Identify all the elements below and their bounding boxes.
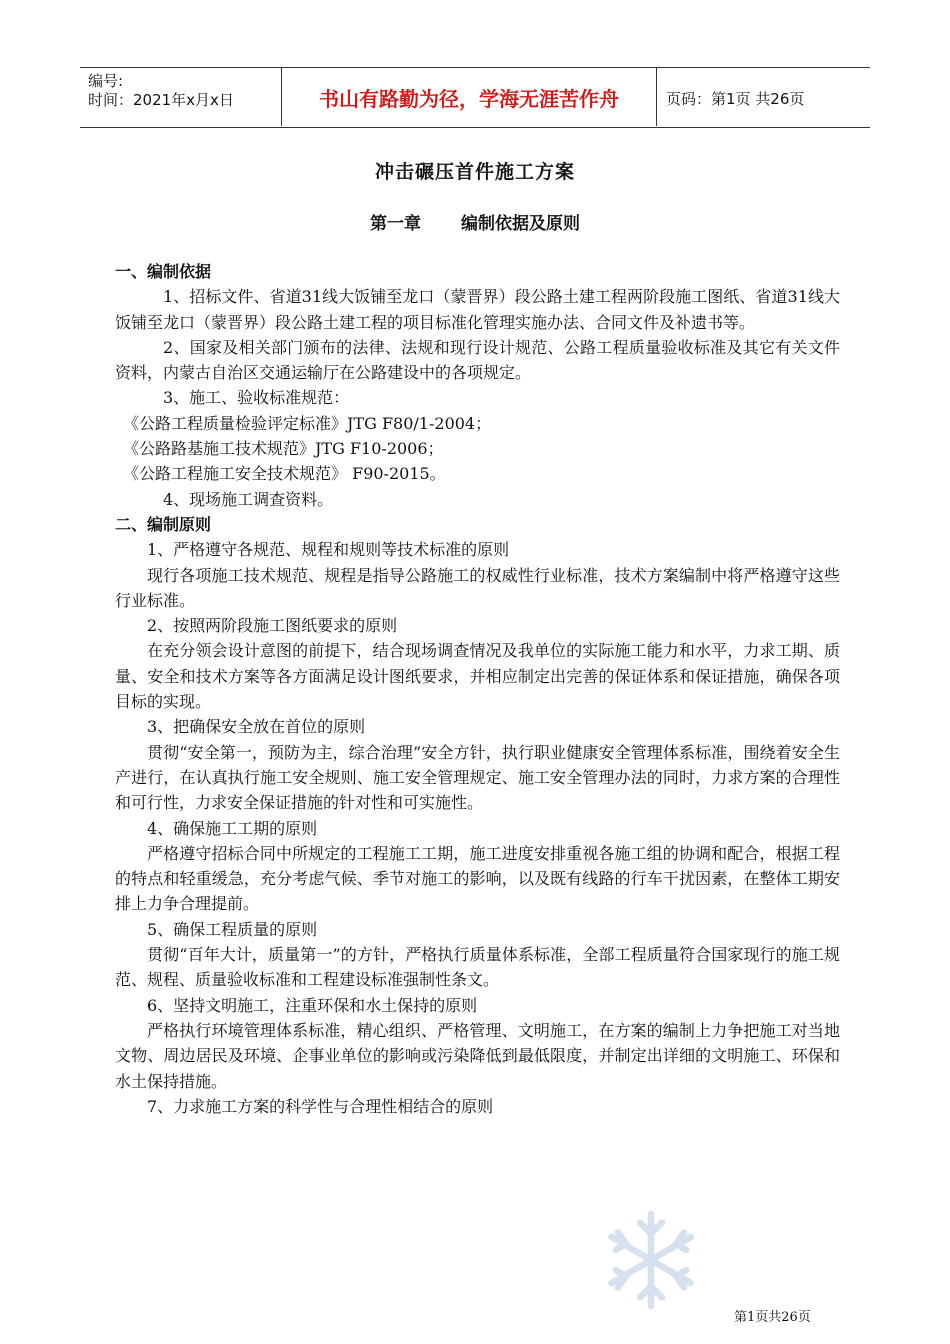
paragraph: 严格执行环境管理体系标准，精心组织、严格管理、文明施工，在方案的编制上力争把施工对当地文物、周边居民及环境、企事业单位的影响或污染降低到最低限度，并制定出详细的文明施工、环保和水土保持措施。 [115, 1020, 840, 1091]
principle-heading: 1、严格遵守各规范、规程和规则等技术标准的原则 [147, 540, 510, 560]
document-title: 冲击碾压首件施工方案 [374, 161, 575, 183]
paragraph: 贯彻“安全第一，预防为主，综合治理”安全方针，执行职业健康安全管理体系标准，围绕着安全生产进行，在认真执行施工安全规则、施工安全管理规定、施工安全管理办法的同时，力求方案的合理性和可行性，力求安全保证措施的针对性和可实施性。 [115, 742, 840, 813]
snowflake-watermark-icon [596, 1205, 706, 1315]
paragraph: 严格遵守招标合同中所规定的工程施工工期，施工进度安排重视各施工组的协调和配合，根据工程的特点和轻重缓急，充分考虑气候、季节对施工的影响，以及既有线路的行车干扰因素，在整体工期安排上力争合理提前。 [115, 843, 840, 914]
chapter-heading [0, 209, 950, 234]
header-motto: 书山有路勤为径，学海无涯苦作舟 [281, 68, 657, 126]
page-footer: 第1页共26页 [734, 1310, 811, 1325]
page-header [80, 67, 870, 128]
standard-reference: 《公路工程施工安全技术规范》 F90-2015。 [123, 464, 446, 484]
paragraph: 贯彻“百年大计，质量第一”的方针，严格执行质量体系标准，全部工程质量符合国家现行的施工规范、规程、质量验收标准和工程建设标准强制性条文。 [115, 945, 840, 990]
principle-heading: 6、坚持文明施工，注重环保和水土保持的原则 [147, 995, 478, 1015]
paragraph: 现行各项施工技术规范、规程是指导公路施工的权威性行业标准，技术方案编制中将严格遵守这些行业标准。 [115, 565, 840, 610]
principle-heading: 4、确保施工工期的原则 [147, 818, 318, 838]
principle-heading: 2、按照两阶段施工图纸要求的原则 [147, 616, 398, 636]
paragraph: 3、施工、验收标准规范： [163, 388, 350, 408]
section-heading: 一、编制依据 [115, 262, 212, 281]
chapter-number: 第一章 [370, 214, 421, 234]
header-page-info: 页码：第1页 共26页 [666, 90, 805, 108]
principle-heading: 7、力求施工方案的科学性与合理性相结合的原则 [147, 1096, 494, 1116]
standard-reference: 《公路工程质量检验评定标准》JTG F80/1-2004； [123, 413, 492, 433]
section-heading: 二、编制原则 [115, 514, 212, 534]
principle-heading: 5、确保工程质量的原则 [147, 919, 318, 939]
paragraph: 4、现场施工调查资料。 [163, 489, 334, 509]
paragraph: 1、招标文件、省道31线大饭铺至龙口（蒙晋界）段公路土建工程两阶段施工图纸、省道31线大饭铺至龙口（蒙晋界）段公路土建工程的项目标准化管理实施办法、合同文件及补遗书等。 [115, 287, 840, 332]
header-left [88, 72, 234, 110]
paragraph: 2、国家及相关部门颁布的法律、法规和现行设计规范、公路工程质量验收标准及其它有关文件资料，内蒙古自治区交通运输厅在公路建设中的各项规定。 [115, 337, 840, 383]
principle-heading: 3、把确保安全放在首位的原则 [147, 717, 366, 737]
document-date: 时间：2021年x月x日 [88, 91, 234, 109]
chapter-name: 编制依据及原则 [461, 214, 580, 234]
document-code-label: 编号: [88, 72, 124, 90]
paragraph: 在充分领会设计意图的前提下，结合现场调查情况及我单位的实际施工能力和水平，力求工期、质量、安全和技术方案等各方面满足设计图纸要求，并相应制定出完善的保证体系和保证措施，确保各项目标的实现。 [115, 641, 840, 712]
document-body [115, 259, 840, 1119]
standard-reference: 《公路路基施工技术规范》JTG F10-2006； [123, 439, 444, 459]
